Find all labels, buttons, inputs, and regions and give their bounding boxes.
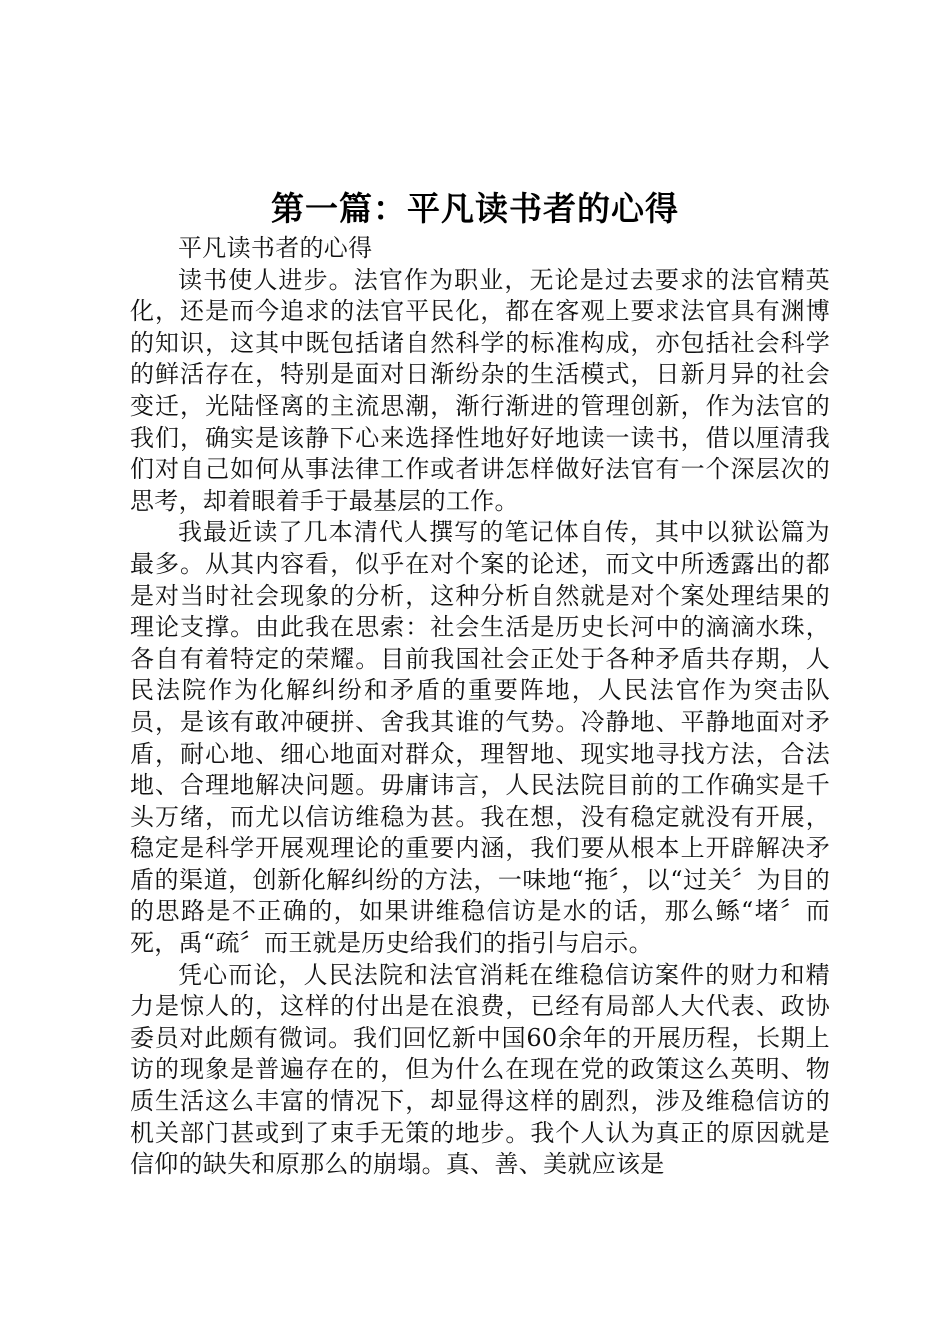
paragraph: 我最近读了几本清代人撰写的笔记体自传，其中以狱讼篇为最多。从其内容看，似乎在对个案的论述，而文中所透露出的都是对当时社会现象的分析，这种分析自然就是对个案处理结果的理论支撑。由此我在思索：社会生活是历史长河中的滴滴水珠，各自有着特定的荣耀。目前我国社会正处于各种矛盾共存期，人民法院作为化解纠纷和矛盾的重要阵地，人民法官作为突击队员，是该有敢冲硬拼、舍我其谁的气势。冷静地、平静地面对矛盾，耐心地、细心地面对群众，理智地、现实地寻找方法，合法地、合理地解决问题。毋庸讳言，人民法院目前的工作确实是千头万绪，而尤以信访维稳为甚。我在想，没有稳定就没有开展，稳定是科学开展观理论的重要内涵，我们要从根本上开辟解决矛盾的渠道，创新化解纠纷的方法，一味地“拖〞，以“过关〞为目的的思路是不正确的，如果讲维稳信访是水的话，那么鲧“堵〞而死，禹“疏〞而王就是历史给我们的指引与启示。 (130, 518, 830, 958)
paragraph: 读书使人进步。法官作为职业，无论是过去要求的法官精英化，还是而今追求的法官平民化，都在客观上要求法官具有渊博的知识，这其中既包括诸自然科学的标准构成，亦包括社会科学的鲜活存在，特别是面对日渐纷杂的生活模式，日新月异的社会变迁，光陆怪离的主流思潮，渐行渐进的管理创新，作为法官的我们，确实是该静下心来选择性地好好地读一读书，借以厘清我们对自己如何从事法律工作或者讲怎样做好法官有一个深层次的思考，却着眼着手于最基层的工作。 (130, 265, 830, 515)
document-title: 第一篇：平凡读书者的心得 (271, 189, 679, 228)
paragraph: 凭心而论，人民法院和法官消耗在维稳信访案件的财力和精力是惊人的，这样的付出是在浪费，已经有局部人大代表、政协委员对此颇有微词。我们回忆新中国60余年的开展历程，长期上访的现象是普遍存在的，但为什么在现在党的政策这么英明、物质生活这么丰富的情况下，却显得这样的剧烈，涉及维稳信访的机关部门甚或到了束手无策的地步。我个人认为真正的原因就是信仰的缺失和原那么的崩塌。真、善、美就应该是 (130, 960, 830, 1179)
document-subtitle: 平凡读书者的心得 (178, 234, 373, 262)
document-body (130, 233, 830, 1181)
